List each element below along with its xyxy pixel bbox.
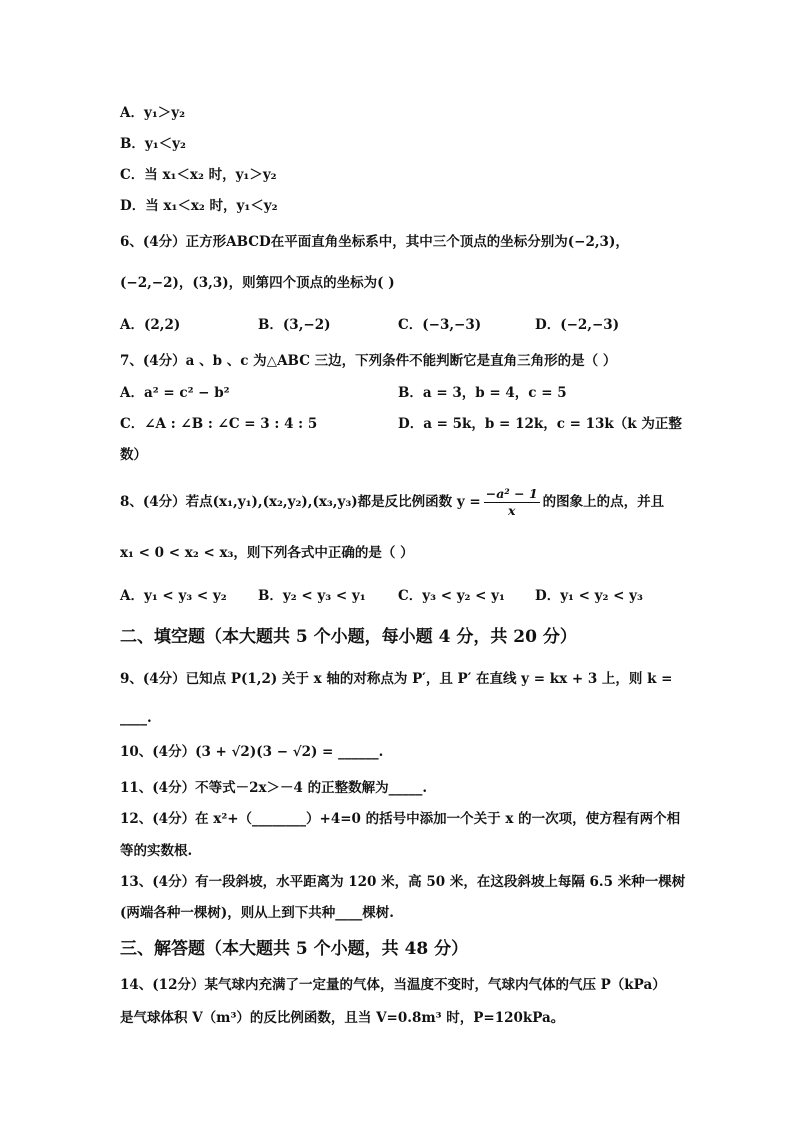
q6-option-a: A．(2,2) <box>120 317 181 333</box>
q7-option-c: C．∠A : ∠B : ∠C = 3 : 4 : 5 <box>120 416 318 432</box>
q8-stem-prefix: 8、(4分）若点(x₁,y₁),(x₂,y₂),(x₃,y₃)都是反比例函数 y = <box>120 494 481 510</box>
q7-option-d-continued: 数） <box>120 447 147 463</box>
section-2-heading: 二、填空题（本大题共 5 个小题，每小题 4 分，共 20 分） <box>120 627 577 647</box>
q6-options <box>120 316 680 336</box>
q7-option-b: B．a = 3，b = 4，c = 5 <box>398 385 567 401</box>
q8-option-d: D．y₁ < y₂ < y₃ <box>535 588 643 604</box>
q12-stem-line1: 12、(4分）在 x²+（________）+4=0 的括号中添加一个关于 x 的一次项，使方程有两个相 <box>120 811 681 827</box>
q8-option-a: A．y₁ < y₃ < y₂ <box>120 588 227 604</box>
q5-option-a: A．y₁＞y₂ <box>120 105 185 121</box>
q8-fraction-numerator: −a² − 1 <box>485 486 538 501</box>
q8-stem-suffix: 的图象上的点，并且 <box>542 494 665 510</box>
q11-stem: 11、(4分）不等式－2x＞－4 的正整数解为_____. <box>120 780 428 796</box>
q7-stem: 7、(4分）a 、b 、c 为△ABC 三边，下列条件不能判断它是直角三角形的是（ ） <box>120 353 617 369</box>
q8-fraction-denominator: x <box>507 503 516 518</box>
q8-option-c: C．y₃ < y₂ < y₁ <box>398 588 505 604</box>
q14-stem-line1: 14、(12分）某气球内充满了一定量的气体，当温度不变时，气球内气体的气压 P（kPa） <box>120 977 666 993</box>
q9-stem-line1: 9、(4分）已知点 P(1,2) 关于 x 轴的对称点为 P′，且 P′ 在直线 y = kx + 3 上，则 k = <box>120 671 673 687</box>
q8-options <box>120 587 680 607</box>
section-3-heading: 三、解答题（本大题共 5 个小题，共 48 分） <box>120 939 469 959</box>
q6-option-b: B．(3,−2) <box>258 317 331 333</box>
q13-stem-line1: 13、(4分）有一段斜坡，水平距离为 120 米，高 50 米，在这段斜坡上每隔 6.5 米种一棵树 <box>120 874 686 890</box>
q8-stem-line2: x₁ < 0 < x₂ < x₃，则下列各式中正确的是（ ） <box>120 545 414 561</box>
q6-stem-line1: 6、(4分）正方形ABCD在平面直角坐标系中，其中三个顶点的坐标分别为(−2,3)， <box>120 234 629 250</box>
q13-stem-line2: (两端各种一棵树)，则从上到下共种____棵树. <box>120 905 394 921</box>
q8-fraction <box>484 486 540 519</box>
q14-stem-line2: 是气球体积 V（m³）的反比例函数，且当 V=0.8m³ 时，P=120kPa。 <box>120 1010 565 1026</box>
q7-options-row2 <box>120 415 680 435</box>
q8-stem-line1 <box>120 485 680 525</box>
q12-stem-line2: 等的实数根. <box>120 843 193 859</box>
q5-option-b: B．y₁＜y₂ <box>120 136 186 152</box>
q7-option-a: A．a² = c² − b² <box>120 385 230 401</box>
q10-stem: 10、(4分）(3 + √2)(3 − √2) = ______. <box>120 744 384 760</box>
q7-options-row1 <box>120 384 680 404</box>
q5-option-c: C．当 x₁＜x₂ 时，y₁＞y₂ <box>120 167 277 183</box>
q6-stem-line2: (−2,−2)，(3,3)，则第四个顶点的坐标为( ) <box>120 275 395 291</box>
q6-option-d: D．(−2,−3) <box>535 317 620 333</box>
q8-option-b: B．y₂ < y₃ < y₁ <box>258 588 366 604</box>
q5-option-d: D．当 x₁＜x₂ 时，y₁＜y₂ <box>120 198 278 214</box>
q7-option-d: D．a = 5k，b = 12k，c = 13k（k 为正整 <box>398 416 682 432</box>
q9-stem-line2: ____. <box>120 710 152 726</box>
q6-option-c: C．(−3,−3) <box>398 317 482 333</box>
